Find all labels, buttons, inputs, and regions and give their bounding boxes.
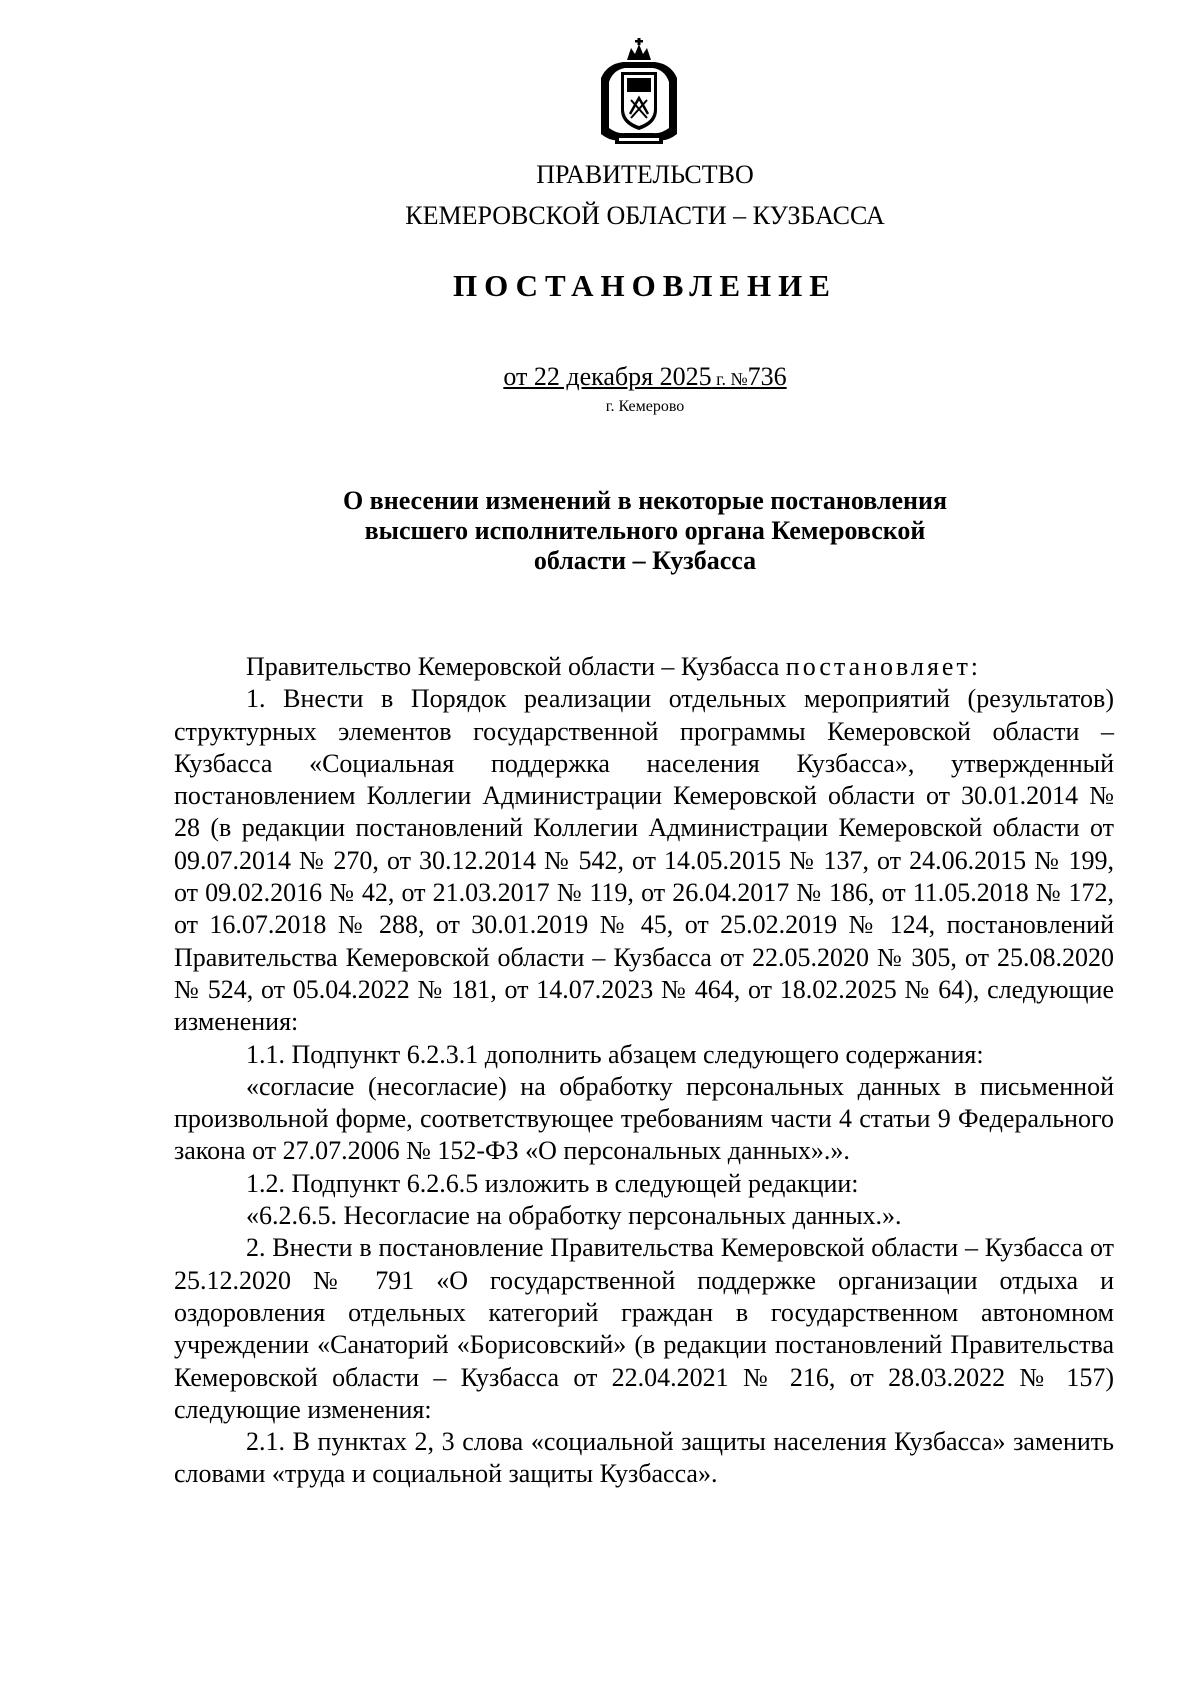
document-body: [174, 651, 1114, 1491]
coat-of-arms-emblem: [597, 38, 681, 148]
document-subject: [290, 486, 1000, 576]
document-type-title: ПОСТАНОВЛЕНИЕ: [453, 268, 837, 303]
subject-line: области – Кузбасса: [533, 546, 757, 575]
body-paragraph: 1.2. Подпункт 6.2.6.5 изложить в следующей редакции:: [246, 1168, 859, 1198]
document-date: от 22 декабря 2025: [503, 362, 712, 391]
body-intro: [174, 651, 1114, 683]
document-city: г. Кемерово: [605, 398, 685, 415]
intro-text: Правительство Кемеровской области – Кузбасса: [246, 652, 786, 681]
organization-name-line1: ПРАВИТЕЛЬСТВО: [536, 160, 754, 189]
number-sign: №: [730, 369, 748, 389]
body-paragraph: 2. Внести в постановление Правительства Кемеровской области – Кузбасса от 25.12.2020 № 791 «О государственной поддержке организации отдыха и оздоровления отдельных категорий граждан в государственном автономном учреждении «Санаторий «Борисовский» (в редакции постановлений Правительства Кемеровской области – Кузбасса от 22.04.2021 № 216, от 28.03.2022 № 157) следующие изменения:: [174, 1233, 1114, 1424]
organization-name-line2: КЕМЕРОВСКОЙ ОБЛАСТИ – КУЗБАССА: [405, 201, 885, 230]
subject-line: О внесении изменений в некоторые постановления: [342, 486, 948, 515]
intro-resolves: постановляет:: [785, 652, 982, 681]
body-paragraph: 1.1. Подпункт 6.2.3.1 дополнить абзацем следующего содержания:: [246, 1039, 984, 1069]
body-paragraph: «6.2.6.5. Несогласие на обработку персональных данных.».: [246, 1201, 902, 1231]
body-paragraph: «согласие (несогласие) на обработку персональных данных в письменной произвольной форме, соответствующее требованиям части 4 статьи 9 Федерального закона от 27.07.2006 № 152-ФЗ «О персональных данных».».: [174, 1071, 1114, 1166]
body-paragraph: 2.1. В пунктах 2, 3 слова «социальной защиты населения Кузбасса» заменить словами «труда и социальной защиты Кузбасса».: [174, 1427, 1114, 1489]
date-year-suffix: г.: [711, 369, 731, 389]
subject-line: высшего исполнительного органа Кемеровской: [364, 516, 926, 545]
body-paragraph: 1. Внести в Порядок реализации отдельных мероприятий (результатов) структурных элементов государственной программы Кемеровской области – Кузбасса «Социальная поддержка населения Кузбасса», утвержденный постановлением Коллегии Администрации Кемеровской области от 30.01.2014 № 28 (в редакции постановлений Коллегии Администрации Кемеровской области от 09.07.2014 № 270, от 30.12.2014 № 542, от 14.05.2015 № 137, от 24.06.2015 № 199, от 09.02.2016 № 42, от 21.03.2017 № 119, от 26.04.2017 № 186, от 11.05.2018 № 172, от 16.07.2018 № 288, от 30.01.2019 № 45, от 25.02.2019 № 124, постановлений Правительства Кемеровской области – Кузбасса от 22.05.2020 № 305, от 25.08.2020 № 524, от 05.04.2022 № 181, от 14.07.2023 № 464, от 18.02.2025 № 64), следующие изменения:: [174, 684, 1114, 1037]
document-date-number: [0, 362, 1200, 394]
document-number: 736: [747, 362, 787, 391]
